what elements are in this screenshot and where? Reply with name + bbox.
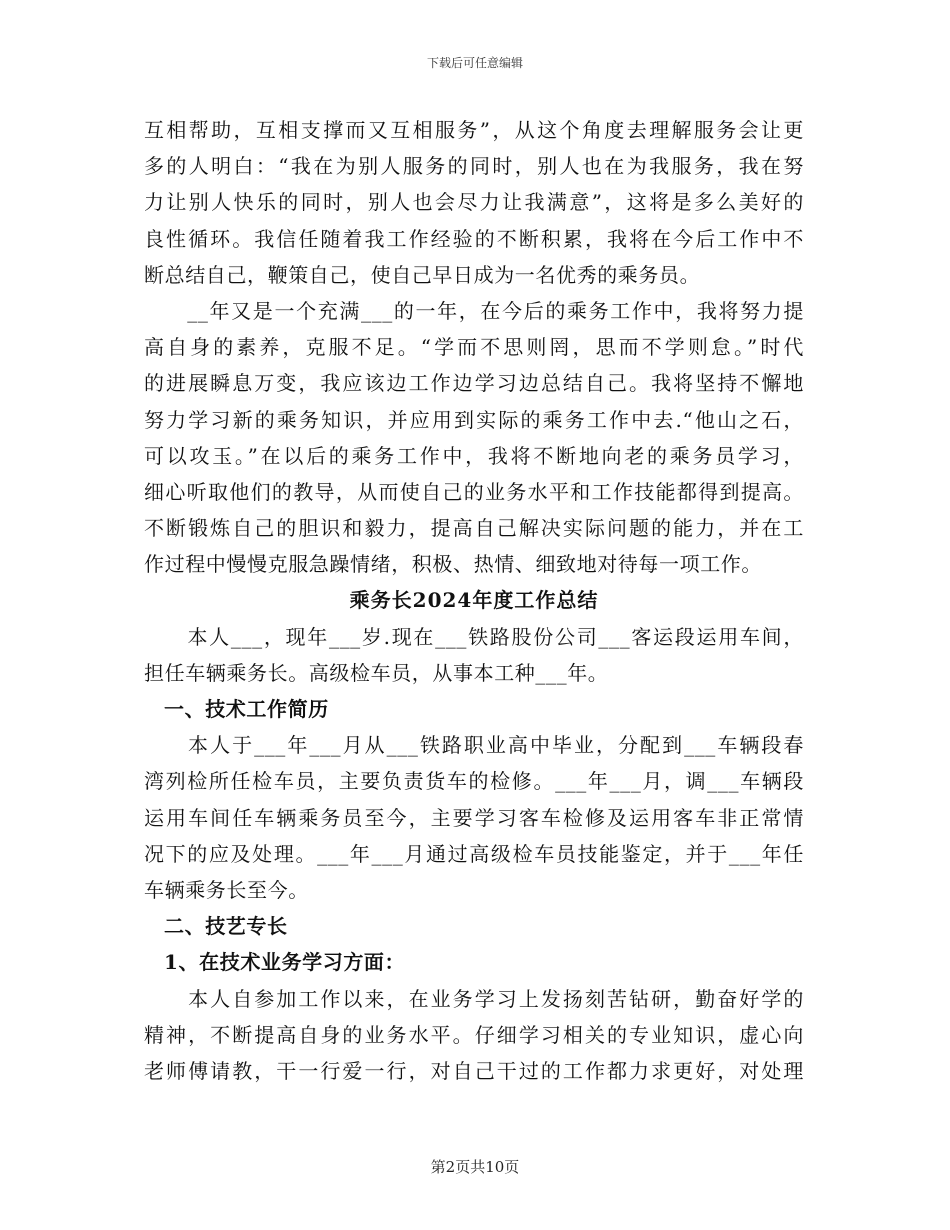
paragraph-line: 良性循环。我信任随着我工作经验的不断积累，我将在今后工作中不: [144, 226, 804, 251]
paragraph-line: 湾列检所任检车员，主要负责货车的检修。___年___月，调___车辆段: [144, 769, 804, 794]
paragraph-line: 的进展瞬息万变，我应该边工作边学习边总结自己。我将坚持不懈地: [144, 371, 804, 396]
paragraph-line: 不断锻炼自己的胆识和毅力，提高自己解决实际问题的能力，并在工: [144, 516, 804, 541]
section-heading: 一、技术工作简历: [164, 697, 329, 721]
paragraph-line: 互相帮助，互相支撑而又互相服务”，从这个角度去理解服务会让更: [144, 118, 804, 142]
paragraph-line: 作过程中慢慢克服急躁情绪，积极、热情、细致地对待每一项工作。: [144, 552, 762, 577]
paragraph-line: 担任车辆乘务长。高级检车员，从事本工种___年。: [144, 660, 609, 685]
section-title: 乘务长2024年度工作总结: [349, 588, 599, 613]
paragraph-line: 况下的应及处理。___年___月通过高级检车员技能鉴定，并于___年任: [144, 841, 804, 866]
page-header: 下载后可任意编辑: [426, 56, 523, 70]
paragraph-line: 多的人明白：“我在为别人服务的同时，别人也在为我服务，我在努: [144, 154, 804, 179]
paragraph-line: 本人自参加工作以来，在业务学习上发扬刻苦钻研，勤奋好学的: [144, 986, 804, 1011]
paragraph-line: 可以攻玉。”在以后的乘务工作中，我将不断地向老的乘务员学习，: [144, 443, 804, 468]
paragraph-line: 老师傅请教，干一行爱一行，对自己干过的工作都力求更好，对处理: [144, 1058, 804, 1083]
paragraph-line: 本人于___年___月从___铁路职业高中毕业，分配到___车辆段春: [144, 733, 804, 758]
paragraph-line: 断总结自己，鞭策自己，使自己早日成为一名优秀的乘务员。: [144, 262, 701, 287]
sub-heading: 1、在技术业务学习方面：: [164, 950, 406, 975]
section-heading: 二、技艺专长: [164, 914, 288, 939]
paragraph-line: 本人___，现年___岁.现在___铁路股份公司___客运段运用车间，: [144, 624, 804, 649]
paragraph-line: 高自身的素养，克服不足。“学而不思则罔，思而不学则怠。”时代: [144, 335, 804, 360]
document-body: [144, 112, 804, 1089]
page-footer: 第2页共10页: [430, 1158, 520, 1176]
paragraph-line: 精神，不断提高自身的业务水平。仔细学习相关的专业知识，虚心向: [144, 1022, 804, 1047]
paragraph-line: __年又是一个充满___的一年，在今后的乘务工作中，我将努力提: [144, 298, 804, 323]
paragraph-line: 细心听取他们的教导，从而使自己的业务水平和工作技能都得到提高。: [144, 479, 804, 504]
paragraph-line: 努力学习新的乘务知识，并应用到实际的乘务工作中去.“他山之石，: [144, 407, 804, 432]
paragraph-line: 车辆乘务长至今。: [144, 877, 309, 902]
paragraph-line: 力让别人快乐的同时，别人也会尽力让我满意”，这将是多么美好的: [144, 190, 804, 215]
paragraph-line: 运用车间任车辆乘务员至今，主要学习客车检修及运用客车非正常情: [144, 805, 804, 830]
